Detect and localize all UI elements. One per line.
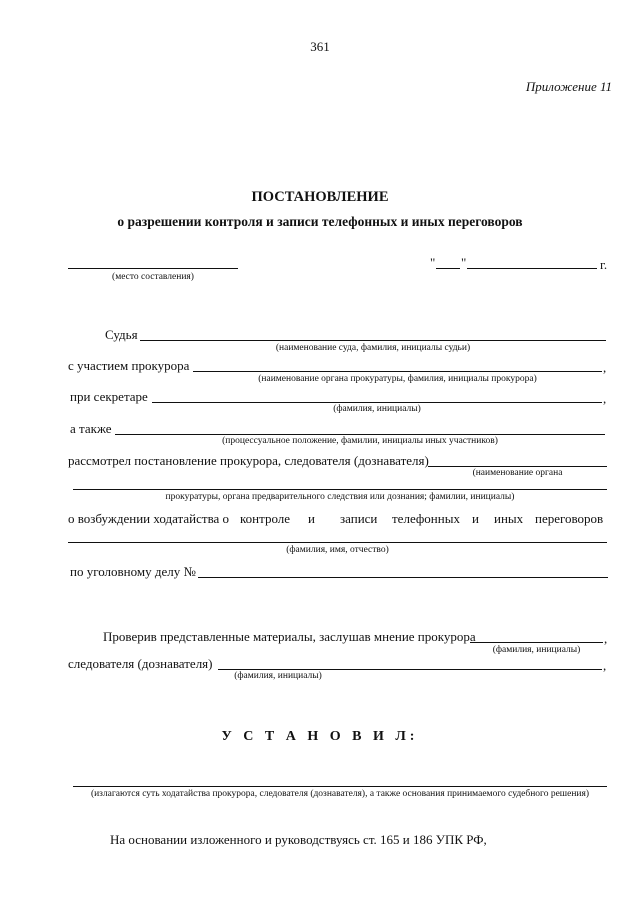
case-number-line[interactable] [198, 577, 608, 578]
verification-text: Проверив представленные материалы, заслушав мнение прокурора [103, 629, 476, 644]
petition-word: переговоров [535, 511, 604, 526]
closing-text: На основании изложенного и руководствуясь ст. 165 и 186 УПК РФ, [110, 832, 487, 847]
secretary-comma: , [603, 391, 607, 406]
place-field-line[interactable] [68, 268, 238, 269]
also-caption: (процессуальное положение, фамилии, инициалы иных участников) [222, 436, 498, 446]
judge-caption: (наименование суда, фамилия, инициалы судьи) [275, 343, 471, 353]
secretary-field-line[interactable] [152, 402, 602, 403]
judge-label: Судья [105, 327, 138, 342]
page-number: 361 [310, 39, 330, 54]
established-caption: (излагаются суть ходатайства прокурора, следователя (дознавателя), а также основания принимаемого судебного решения) [90, 789, 590, 799]
considered-caption-2: прокуратуры, органа предварительного следствия или дознания; фамилии, инициалы) [165, 492, 515, 502]
petition-word: и [472, 511, 479, 526]
prosecutor-field-line[interactable] [193, 371, 602, 372]
document-subtitle: о разрешении контроля и записи телефонных и иных переговоров [117, 214, 523, 229]
petition-field-line[interactable] [68, 542, 607, 543]
place-caption: (место составления) [112, 272, 194, 282]
verification-prosecutor-line[interactable] [470, 642, 603, 643]
verification-comma: , [604, 631, 608, 646]
established-heading: У С Т А Н О В И Л: [221, 729, 419, 744]
also-field-line[interactable] [115, 434, 605, 435]
appendix-label: Приложение 11 [525, 79, 612, 94]
investigator-comma: , [603, 658, 607, 673]
document-title: ПОСТАНОВЛЕНИЕ [251, 189, 389, 205]
date-quote-open: " [430, 255, 436, 270]
petition-word: контроле [240, 511, 291, 526]
petition-word: телефонных [392, 511, 460, 526]
date-month-year-line[interactable] [467, 268, 597, 269]
judge-field-line[interactable] [140, 340, 606, 341]
investigator-field-line[interactable] [218, 669, 602, 670]
secretary-label: при секретаре [70, 389, 148, 404]
secretary-caption: (фамилия, инициалы) [333, 404, 421, 414]
prosecutor-caption: (наименование органа прокуратуры, фамилия, инициалы прокурора) [258, 374, 537, 384]
investigator-label: следователя (дознавателя) [68, 656, 213, 671]
date-year-suffix: г. [600, 257, 608, 272]
considered-caption-1: (наименование органа [472, 468, 563, 478]
considered-label: рассмотрел постановление прокурора, следователя (дознавателя) [68, 453, 429, 468]
petition-word: записи [340, 511, 378, 526]
case-label: по уголовному делу № [70, 564, 196, 579]
considered-field-line[interactable] [428, 466, 607, 467]
date-quote-close: " [461, 255, 467, 270]
petition-word: о возбуждении ходатайства о [68, 511, 230, 526]
date-day-line[interactable] [436, 268, 460, 269]
petition-caption: (фамилия, имя, отчество) [286, 545, 389, 555]
petition-word: иных [494, 511, 524, 526]
also-label: а также [70, 421, 112, 436]
considered-field-line-2[interactable] [73, 489, 607, 490]
prosecutor-label: с участием прокурора [68, 358, 190, 373]
investigator-caption: (фамилия, инициалы) [234, 671, 322, 681]
verification-prosecutor-caption: (фамилия, инициалы) [492, 645, 581, 655]
petition-word: и [308, 511, 315, 526]
established-field-line[interactable] [73, 786, 607, 787]
prosecutor-comma: , [603, 360, 607, 375]
